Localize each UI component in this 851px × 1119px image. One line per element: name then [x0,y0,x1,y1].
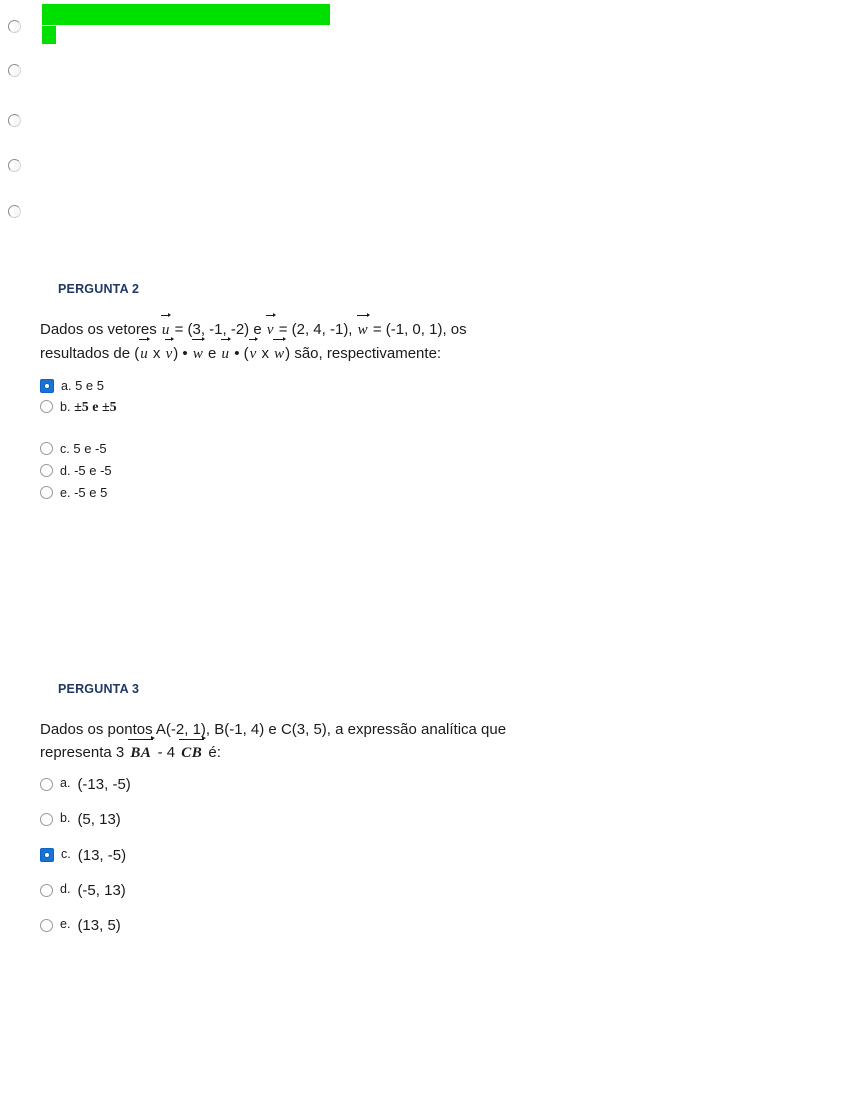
question-2-options [40,377,660,502]
option-text: 5 e -5 [73,441,107,457]
radio-button[interactable] [40,884,53,897]
option-row-partial-5[interactable] [8,203,21,216]
question-3-header: PERGUNTA 3 [58,682,140,696]
radio-button[interactable] [8,205,21,218]
option-row-partial-2[interactable] [8,62,21,75]
highlight-bar-2 [42,26,56,44]
radio-button[interactable] [8,20,21,33]
option-row-e[interactable] [40,917,660,934]
prompt-text-11: ) são, respectivamente: [285,345,442,363]
prompt-text-2: = (3, -1, -2) e [170,321,266,338]
radio-button[interactable] [40,464,53,477]
previous-question-partial [0,0,851,232]
question-3-prompt [40,718,660,766]
vector-u-2: u [139,343,149,366]
question-2-header: PERGUNTA 2 [58,282,140,296]
option-letter: a. [60,775,71,790]
option-row-partial-3[interactable] [8,112,21,125]
radio-button[interactable] [40,813,53,826]
radio-button-selected[interactable] [40,848,54,862]
option-text: (5, 13) [77,810,121,828]
radio-button[interactable] [40,919,53,932]
option-row-d[interactable] [40,462,660,480]
vector-u-3: u [221,343,231,366]
option-row-partial-1[interactable] [8,18,21,31]
option-row-a[interactable] [40,776,660,793]
option-letter: d. [60,881,71,896]
option-letter: e. [60,486,71,501]
vector-u: u [161,319,171,342]
vector-v-3: v [249,343,258,366]
option-row-e[interactable] [40,484,660,502]
option-letter: b. [60,400,71,415]
prompt-text-3: - 4 [153,744,180,762]
option-text: (-5, 13) [77,881,126,899]
option-text: -5 e 5 [74,485,108,501]
option-letter: a. [61,378,72,393]
option-text: (-13, -5) [77,775,131,793]
prompt-text-6: x [148,345,165,363]
prompt-text-8: e [203,345,221,363]
radio-button[interactable] [40,400,53,413]
highlight-bar-1 [42,4,330,25]
radio-button[interactable] [8,159,21,172]
option-text: (13, -5) [77,846,127,864]
prompt-text-2: representa 3 [40,744,129,762]
question-2-prompt [40,318,660,367]
radio-button[interactable] [40,486,53,499]
option-row-b[interactable] [40,398,660,418]
vector-v: v [266,319,275,342]
question-3-options [40,776,660,934]
prompt-text-1: Dados os vetores [40,321,161,338]
option-letter: c. [61,846,71,861]
radio-button[interactable] [40,442,53,455]
option-row-partial-4[interactable] [8,157,21,170]
question-2-block [40,282,660,506]
prompt-text-9: • ( [230,345,249,363]
prompt-text-1: Dados os pontos A(-2, 1), B(-1, 4) e C(3, 5), a expressão analítica que [40,721,507,738]
prompt-text-7: ) • [173,345,192,363]
option-text: -5 e -5 [74,463,112,479]
vector-v-2: v [165,343,174,366]
option-row-c[interactable] [40,846,660,864]
option-letter: d. [60,464,71,479]
option-letter: e. [60,916,71,931]
option-text: ±5 e ±5 [74,400,117,416]
prompt-text-5: resultados de ( [40,345,140,363]
option-letter: c. [60,442,70,457]
prompt-text-10: x [257,345,274,363]
radio-button[interactable] [8,114,21,127]
option-row-d[interactable] [40,882,660,899]
prompt-text-3: = (2, 4, -1), [274,321,357,338]
vector-w-2: w [192,343,204,366]
question-3-block [40,682,660,952]
option-text: 5 e 5 [75,377,104,393]
vector-w: w [357,319,369,342]
radio-button[interactable] [8,64,21,77]
prompt-text-4: = (-1, 0, 1), os [368,321,467,338]
vector-cb: CB [179,742,204,765]
option-row-c[interactable] [40,440,660,458]
radio-button-selected[interactable] [40,379,54,393]
vector-w-3: w [273,343,285,366]
option-letter: b. [60,810,71,825]
option-row-b[interactable] [40,811,660,828]
option-text: (13, 5) [77,916,121,934]
radio-button[interactable] [40,778,53,791]
prompt-text-4: é: [204,744,221,762]
option-row-a[interactable] [40,377,660,395]
vector-ba: BA [128,742,153,765]
